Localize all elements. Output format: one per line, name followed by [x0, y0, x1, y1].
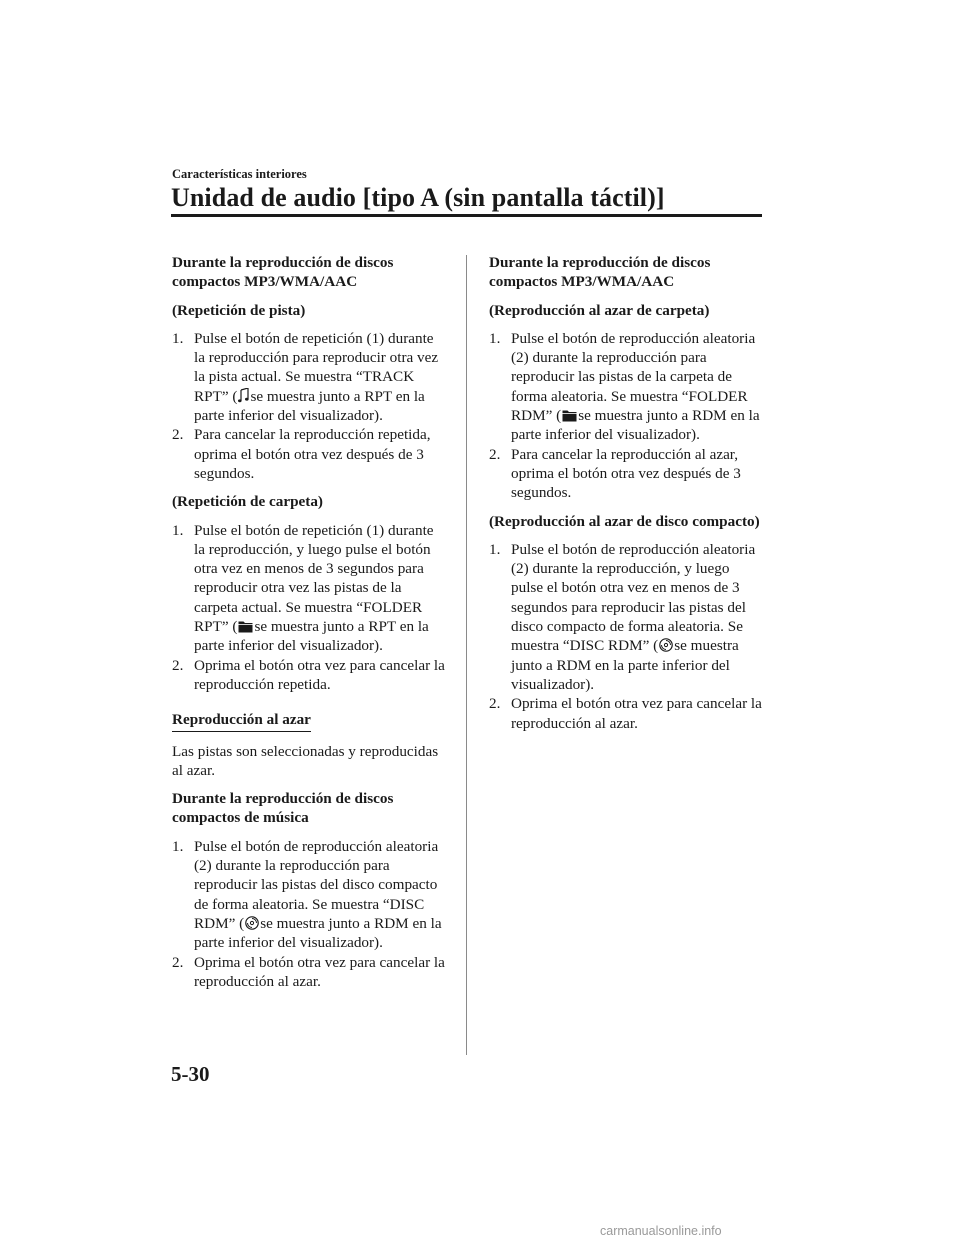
step-number: 1. — [172, 521, 184, 539]
list-item — [172, 521, 448, 656]
steps-list — [489, 540, 765, 733]
section-label: Características interiores — [172, 167, 307, 181]
list-item — [172, 953, 448, 992]
step-text: Pulse el botón de reproducción aleatoria (2) durante la reproducción para reproducir las pistas del disco compacto de forma aleatoria. Se muestra “DISC RDM” ( — [194, 837, 439, 932]
list-item — [489, 329, 765, 445]
paragraph-heading: (Reproducción al azar de carpeta) — [489, 301, 710, 319]
paragraph-heading: (Repetición de carpeta) — [172, 493, 323, 511]
title-rule — [171, 214, 762, 217]
step-text-continued: se muestra junto a RDM en la parte inferior del visualizador). — [511, 407, 760, 444]
list-item — [489, 445, 765, 503]
body-paragraph: Las pistas son seleccionadas y reproducidas al azar. — [172, 742, 439, 779]
steps-list — [489, 329, 765, 503]
step-text: Pulse el botón de repetición (1) durante la reproducción para reproducir otra vez la pista actual. Se muestra “TRACK RPT” ( — [194, 329, 439, 405]
step-text: Pulse el botón de repetición (1) durante la reproducción, y luego pulse el botón otra vez en menos de 3 segundos para reproducir otra vez las pistas de la carpeta actual. Se muestra “FOLDER RPT” ( — [194, 521, 434, 636]
step-text: Pulse el botón de reproducción aleatoria (2) durante la reproducción, y luego pulse el botón otra vez en menos de 3 segundos para reproducir las pistas del disco compacto de forma aleatoria. Se muestra “DISC RDM” ( — [511, 540, 756, 655]
disc-icon — [659, 638, 673, 652]
steps-list — [172, 521, 448, 695]
step-text-continued: se muestra junto a RPT en la parte inferior del visualizador). — [194, 618, 429, 655]
watermark: carmanualsonline.info — [600, 1224, 722, 1238]
step-text: Oprima el botón otra vez para cancelar la reproducción repetida. — [194, 656, 445, 693]
step-number: 1. — [172, 837, 184, 855]
list-item — [172, 837, 448, 953]
step-text-continued: se muestra junto a RDM en la parte inferior del visualizador). — [194, 914, 442, 952]
right-column — [489, 253, 765, 742]
steps-list — [172, 837, 448, 991]
steps-list — [172, 329, 448, 483]
section-heading: Reproducción al azar — [172, 710, 311, 731]
page-number: 5-30 — [171, 1062, 210, 1086]
subsection-heading: Durante la reproducción de discos compactos MP3/WMA/AAC — [489, 254, 711, 291]
step-number: 2. — [172, 426, 184, 444]
folder-icon — [238, 620, 253, 633]
step-number: 2. — [489, 445, 501, 463]
subsection-heading: Durante la reproducción de discos compactos de música — [172, 790, 394, 827]
step-text-continued: se muestra junto a RPT en la parte inferior del visualizador). — [194, 387, 425, 425]
step-number: 2. — [172, 953, 184, 971]
folder-icon — [562, 409, 577, 422]
list-item — [172, 329, 448, 425]
step-text: Para cancelar la reproducción repetida, oprima el botón otra vez después de 3 segundos. — [194, 426, 431, 482]
step-text: Oprima el botón otra vez para cancelar la reproducción al azar. — [511, 695, 762, 732]
step-number: 1. — [489, 329, 501, 347]
paragraph-heading: (Repetición de pista) — [172, 301, 306, 319]
disc-icon — [245, 916, 259, 930]
step-number: 1. — [489, 540, 501, 558]
step-number: 2. — [172, 656, 184, 674]
list-item — [172, 656, 448, 695]
step-number: 2. — [489, 695, 501, 713]
music-note-icon — [238, 388, 249, 403]
step-number: 1. — [172, 329, 184, 347]
page-title: Unidad de audio [tipo A (sin pantalla táctil)] — [171, 183, 665, 212]
step-text-continued: se muestra junto a RDM en la parte inferior del visualizador). — [511, 637, 739, 693]
paragraph-heading: (Reproducción al azar de disco compacto) — [489, 512, 760, 530]
step-text: Pulse el botón de reproducción aleatoria (2) durante la reproducción para reproducir las pistas de la carpeta de forma aleatoria. Se muestra “FOLDER RDM” ( — [511, 329, 756, 425]
step-text: Oprima el botón otra vez para cancelar la reproducción al azar. — [194, 953, 445, 990]
list-item — [172, 425, 448, 483]
column-divider — [466, 255, 467, 1055]
list-item — [489, 694, 765, 733]
list-item — [489, 540, 765, 694]
step-text: Para cancelar la reproducción al azar, oprima el botón otra vez después de 3 segundos. — [511, 445, 741, 502]
left-column — [172, 253, 448, 1000]
subsection-heading: Durante la reproducción de discos compactos MP3/WMA/AAC — [172, 254, 394, 291]
